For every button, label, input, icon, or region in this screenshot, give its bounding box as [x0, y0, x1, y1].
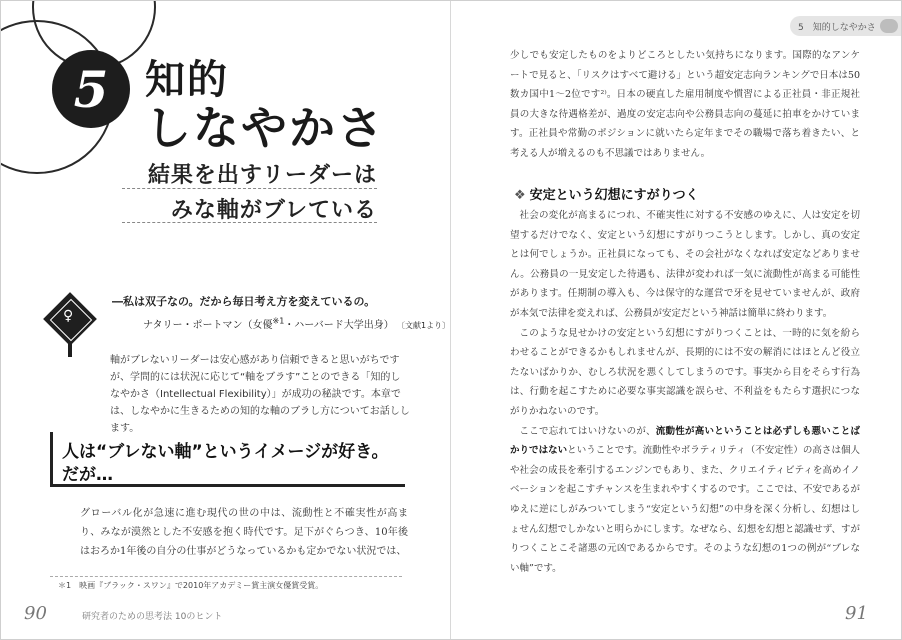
chapter-title-line2: しなやかさ: [145, 101, 385, 155]
chapter-intro: 軸がブレないリーダーは安心感があり信頼できると思いがちですが、学問的には状況に応じて“軸をブラす”ことのできる「知的しなやかさ（Intellectual Flexibility）」が成功の秘訣です。本章では、しなやかに生きるための知的な軸のブラし方についてお話しします。: [110, 355, 410, 434]
paragraph: 社会の変化が高まるにつれ、不確実性に対する不安感のゆえに、人は安定を切望するだけでなく、安定という幻想にすがりつこうとします。しかし、真の安定とは何でしょうか。正社員になっても、その会社がなくなれば安定などありません。公務員の一見安定した待遇も、法律が変われば一気に流動性が高まる可能性があります。任期制の導入も、今は保守的な運営で牙を見せていませんが、政府が本気で法律を変えれば、公務員が安定だという神話は簡単に終わります。: [510, 210, 860, 319]
footnote-rule: [50, 576, 402, 577]
chapter-title-line1: 知的: [145, 57, 229, 103]
page-gutter: [450, 0, 451, 640]
page-number-left: 90: [24, 603, 47, 624]
body-text-left: グローバル化が急速に進む現代の世の中は、流動性と不確実性が高まり、みなが漠然とした不安感を抱く時代です。足下がぐらつき、10年後はおろか1年後の自分の仕事がどうなっているかも定かでない状況では、: [80, 508, 408, 557]
footnote: ＊1 映画『ブラック・スワン』で2010年アカデミー賞主演女優賞受賞。: [58, 581, 324, 590]
body-text-right-top: 少しでも安定したものをよりどころとしたい気持ちになります。国際的なアンケートで見ると、「リスクはすべて避ける」という超安定志向ランキングで日本は50数カ国中1〜2位です²⁾。日本の硬直した雇用制度や慣習による正社員・非正規社員の大きな待遇格差が、過度の安定志向や公務員志向の蔓延に拍車をかけています。正社員や常勤のポジションに就いたら定年までその職場で落ち着きたい、と考える人が増えるのも不思議ではありません。: [510, 50, 860, 159]
chapter-subtitle-line2: みな軸がブレている: [170, 198, 377, 223]
diamond-person-icon: ♀: [44, 293, 96, 355]
chapter-number: 5: [73, 59, 109, 119]
section-heading-line2: だが…: [62, 465, 113, 485]
body-text-right: [510, 206, 860, 578]
dashed-rule: [122, 188, 377, 189]
paragraph: ここで忘れてはいけないのが、流動性が高いということは必ずしも悪いことばかりではないということです。流動性やボラティリティ（不安定性）の高さは個人や社会の成長を牽引するエンジンでもあり、また、クリエイティビティを高めイノベーションを起こすチャンスを生まれやすくするのです。ここでは、不安であるがゆえに逆にしがみついてしまう“安定という幻想”の中身を深く分析し、幻想はしょせん幻想でしかないと明らかにします。なぜなら、幻想を幻想と認識せず、すがりつくことこそ諸悪の元凶であるからです。そのような幻想の1つの例が“ブレない軸”です。: [510, 425, 860, 574]
paragraph: このような見せかけの安定という幻想にすがりつくことは、一時的に気を紛らわせることができるかもしれませんが、長期的には不安の解消にはほとんど役立たないばかりか、むしろ状況を悪くしてしまうのです。事実から目をそらす行為は、行動を起こすために必要な事実認識を誤らせ、不利益をもたらす選択につながりかねないのです。: [510, 327, 860, 417]
running-header-label: 5 知的しなやかさ: [798, 22, 876, 33]
emphasis-text: 流動性が高いということは必ずしも悪いことばかりではない: [510, 425, 860, 457]
chapter-subtitle-line1: 結果を出すリーダーは: [147, 163, 377, 188]
epigraph-attribution: ナタリー・ポートマン（女優$^{※1}$・ハーバード大学出身） 〔文献1より〕: [143, 316, 451, 331]
section-heading-right: ❖ 安定という幻想にすがりつく: [514, 188, 699, 203]
header-tab-icon: [880, 19, 898, 33]
section-heading-line1: 人は“ブレない軸”というイメージが好き。: [62, 442, 389, 462]
diamond-section-icon: ❖: [514, 188, 526, 203]
epigraph-quote: ―私は双子なの。だから毎日考え方を変えているの。: [112, 295, 376, 308]
dashed-rule: [122, 222, 377, 223]
running-header: [790, 16, 902, 36]
page-number-right: 91: [845, 603, 868, 624]
running-footer-title: 研究者のための思考法 10のヒント: [82, 612, 223, 622]
